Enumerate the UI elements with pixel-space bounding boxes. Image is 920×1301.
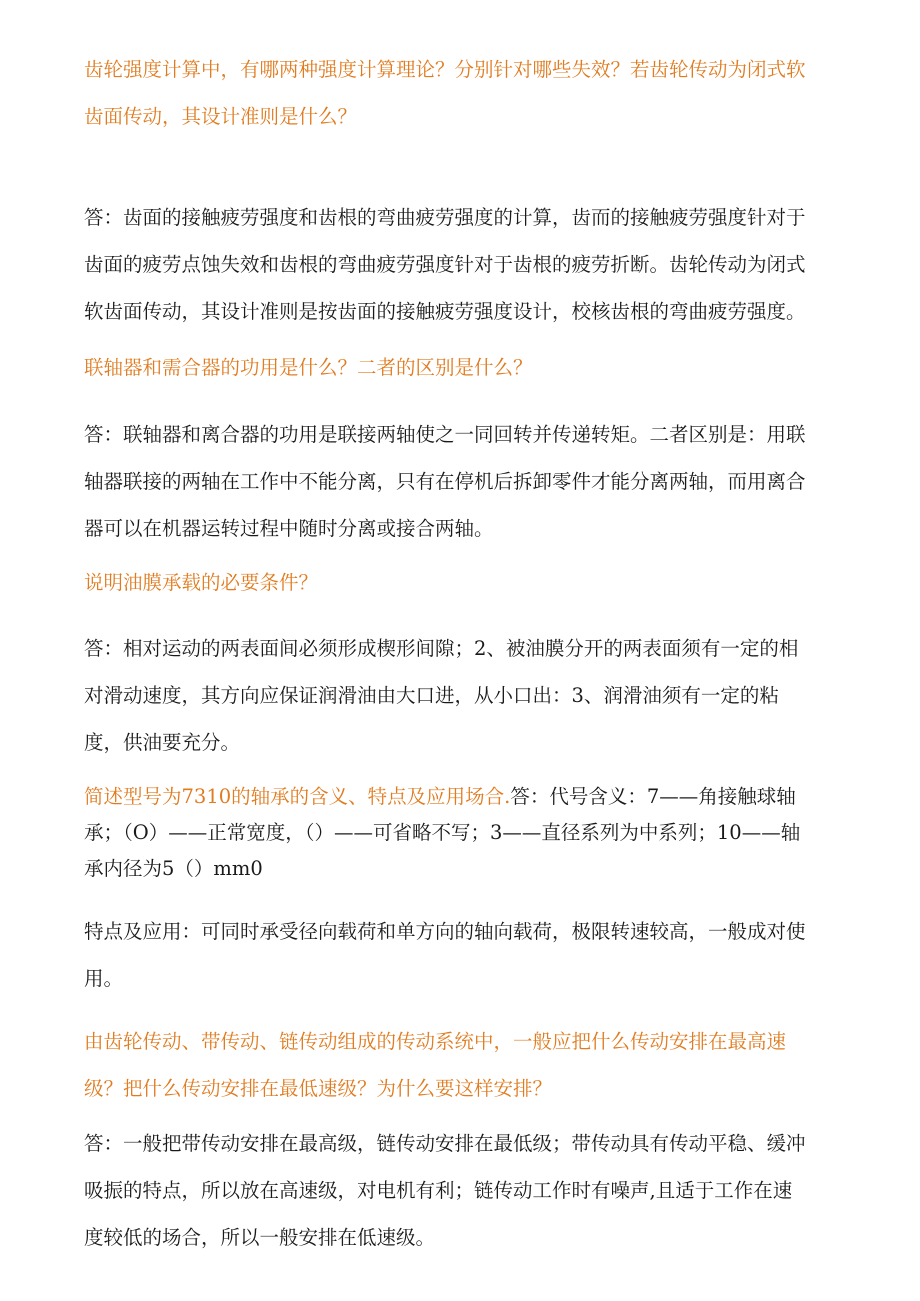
answer-5 [84, 1120, 884, 1261]
answer-line: 答：一般把带传动安排在最高级，链传动安排在最低级；带传动具有传动平稳、缓冲 [84, 1132, 806, 1155]
answer-3 [84, 625, 884, 766]
answer-line: 器可以在机器运转过程中随时分离或接合两轴。 [84, 517, 494, 540]
question-5 [84, 1018, 884, 1112]
question-line: 说明油膜承载的必要条件？ [84, 571, 319, 594]
answer-line: 轴器联接的两轴在工作中不能分离，只有在停机后拆卸零件才能分离两轴，而用离合 [84, 470, 806, 493]
answer-line: 对滑动速度，其方向应保证润滑油由大口进，从小口出：3、润滑油须有一定的粘 [84, 684, 779, 707]
question-line: 级？把什么传动安排在最低速级？为什么要这样安排？ [84, 1077, 553, 1100]
answer-line: 承；（O）——正常宽度，（）——可省略不写；3——直径系列为中系列；10——轴 [84, 821, 801, 844]
answer-line: 度，供油要充分。 [84, 731, 241, 754]
question-line: 齿面传动，其设计准则是什么？ [84, 105, 358, 128]
question-1 [84, 46, 884, 140]
answer-line: 齿面的疲劳点蚀失效和齿根的弯曲疲劳强度针对于齿根的疲劳折断。齿轮传动为闭式 [84, 253, 806, 276]
question-4 [84, 779, 884, 887]
question-line: 齿轮强度计算中，有哪两种强度计算理论？分别针对哪些失效？若齿轮传动为闭式软 [84, 58, 806, 81]
answer-line: 答：齿面的接触疲劳强度和齿根的弯曲疲劳强度的计算，齿而的接触疲劳强度针对于 [84, 206, 806, 229]
answer-line: 答：联轴器和离合器的功用是联接两轴使之一同回转并传递转矩。二者区别是：用联 [84, 423, 806, 446]
answer-line: 特点及应用：可同时承受径向载荷和单方向的轴向载荷，极限转速较高，一般成对使 [84, 920, 806, 943]
question-line: 联轴器和需合器的功用是什么？二者的区别是什么？ [84, 356, 533, 379]
question-2 [84, 344, 884, 391]
answer-line: 答：相对运动的两表面间必须形成楔形间隙；2、被油膜分开的两表面须有一定的相 [84, 637, 799, 660]
answer-line: 软齿面传动，其设计准则是按齿面的接触疲劳强度设计，校核齿根的弯曲疲劳强度。 [84, 300, 806, 323]
answer-line: 承内径为5（）mm0 [84, 857, 263, 880]
answer-line: 度较低的场合，所以一般安排在低速级。 [84, 1226, 436, 1249]
answer-line: 用。 [84, 967, 124, 990]
answer-line: 吸振的特点，所以放在高速级，对电机有利；链传动工作时有噪声,且适于工作在速 [84, 1179, 793, 1202]
question-3 [84, 559, 884, 606]
answer-inline: 答：代号含义：7——角接触球轴 [510, 785, 796, 808]
answer-4-extra [84, 908, 884, 1002]
question-line: 由齿轮传动、带传动、链传动组成的传动系统中，一般应把什么传动安排在最高速 [84, 1030, 787, 1053]
question-line: 简述型号为7310的轴承的含义、特点及应用场合. [84, 785, 511, 808]
answer-1 [84, 194, 884, 335]
answer-2 [84, 411, 884, 552]
